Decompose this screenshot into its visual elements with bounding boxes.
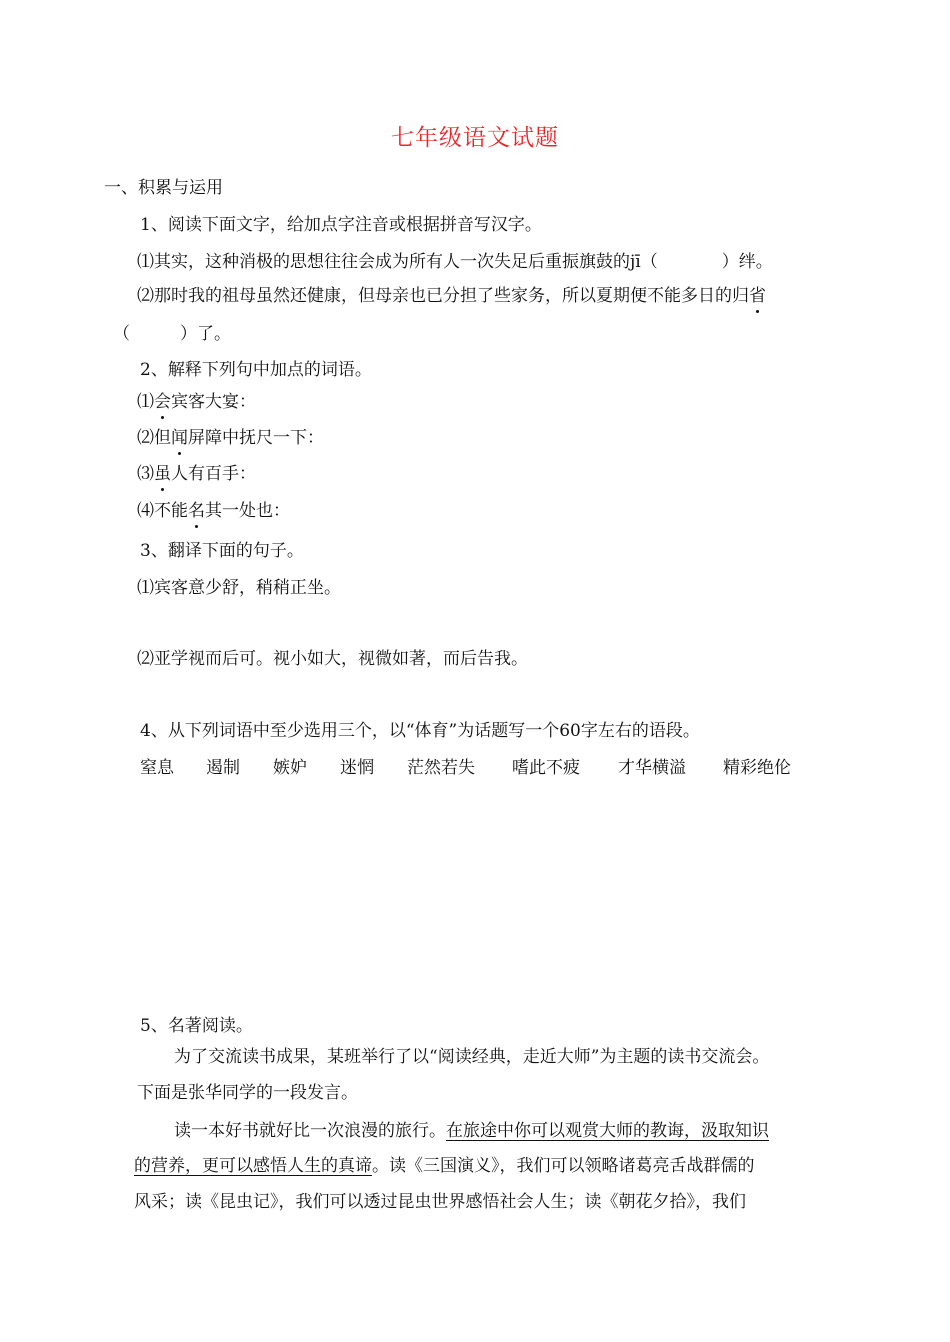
word-item: 嗜此不疲 (512, 758, 580, 778)
q5-para-2-line-2 (134, 1155, 755, 1177)
q5-underlined-text: 的营养，更可以感悟人生的真谛 (134, 1156, 372, 1176)
q1-prompt: 1、阅读下面文字，给加点字注音或根据拼音写汉字。 (140, 215, 542, 235)
q1-item-1-end: ）绊。 (721, 252, 773, 272)
dotted-char: 省 (749, 286, 766, 306)
q4-prompt: 4、从下列词语中至少选用三个，以“体育”为话题写一个60字左右的语段。 (140, 721, 700, 741)
q2-item-rest: 其一处也： (205, 501, 290, 521)
q1-item-2-open: （ (113, 324, 130, 344)
q2-item-rest: 人有百手： (171, 464, 256, 484)
q2-item-2 (137, 427, 324, 449)
q1-item-2-end: ）了。 (180, 324, 231, 344)
dotted-char: 会 (154, 392, 171, 412)
q1-item-1 (137, 251, 773, 273)
q2-prompt: 2、解释下列句中加点的词语。 (140, 360, 372, 380)
word-item: 嫉妒 (273, 758, 307, 778)
word-item: 遏制 (206, 758, 240, 778)
q5-text: 。读《三国演义》，我们可以领略诸葛亮舌战群儒的 (372, 1156, 755, 1176)
word-item: 迷惘 (340, 758, 374, 778)
q2-item-pre: 但 (154, 428, 171, 448)
q2-item-rest: 宾客大宴： (171, 392, 256, 412)
word-item: 窒息 (140, 758, 174, 778)
q2-item-num: ⑷ (137, 501, 154, 521)
q2-item-num: ⑶ (137, 464, 154, 484)
dotted-char: 名 (188, 501, 205, 521)
q2-item-1 (137, 391, 256, 413)
q3-item-2: ⑵亚学视而后可。视小如大，视微如著，而后告我。 (137, 649, 528, 669)
word-item: 茫然若失 (407, 758, 475, 778)
q5-prompt: 5、名著阅读。 (140, 1016, 253, 1036)
q2-item-4 (137, 500, 290, 522)
q1-item-2 (137, 285, 766, 307)
q1-item-2-text: ⑵那时我的祖母虽然还健康，但母亲也已分担了些家务，所以夏期便不能多日的归 (137, 286, 749, 306)
q5-text: 读一本好书就好比一次浪漫的旅行。 (174, 1121, 446, 1141)
q2-item-3 (137, 463, 256, 485)
page-title: 七年级语文试题 (391, 125, 559, 151)
q1-item-2-cont (113, 323, 231, 345)
dotted-char: 虽 (154, 464, 171, 484)
section-heading: 一、积累与运用 (104, 178, 223, 198)
q5-para-1-line-2: 下面是张华同学的一段发言。 (137, 1083, 358, 1103)
word-item: 才华横溢 (618, 758, 686, 778)
q1-item-1-text: ⑴其实，这种消极的思想往往会成为所有人一次失足后重振旗鼓的jī（ (137, 252, 658, 272)
q2-item-num: ⑵ (137, 428, 154, 448)
q5-para-2-line-1 (174, 1120, 769, 1142)
q5-underlined-text: 在旅途中你可以观赏大师的教诲，汲取知识 (446, 1121, 769, 1141)
q2-item-pre: 不能 (154, 501, 188, 521)
dotted-char: 闻 (171, 428, 188, 448)
q3-prompt: 3、翻译下面的句子。 (140, 541, 304, 561)
q2-item-num: ⑴ (137, 392, 154, 412)
q5-para-1-line-1: 为了交流读书成果，某班举行了以“阅读经典，走近大师”为主题的读书交流会。 (174, 1047, 770, 1067)
q5-para-2-line-3: 风采；读《昆虫记》，我们可以透过昆虫世界感悟社会人生；读《朝花夕拾》，我们 (134, 1192, 746, 1212)
q3-item-1: ⑴宾客意少舒，稍稍正坐。 (137, 578, 341, 598)
word-item: 精彩绝伦 (723, 758, 791, 778)
q2-item-rest: 屏障中抚尺一下： (188, 428, 324, 448)
